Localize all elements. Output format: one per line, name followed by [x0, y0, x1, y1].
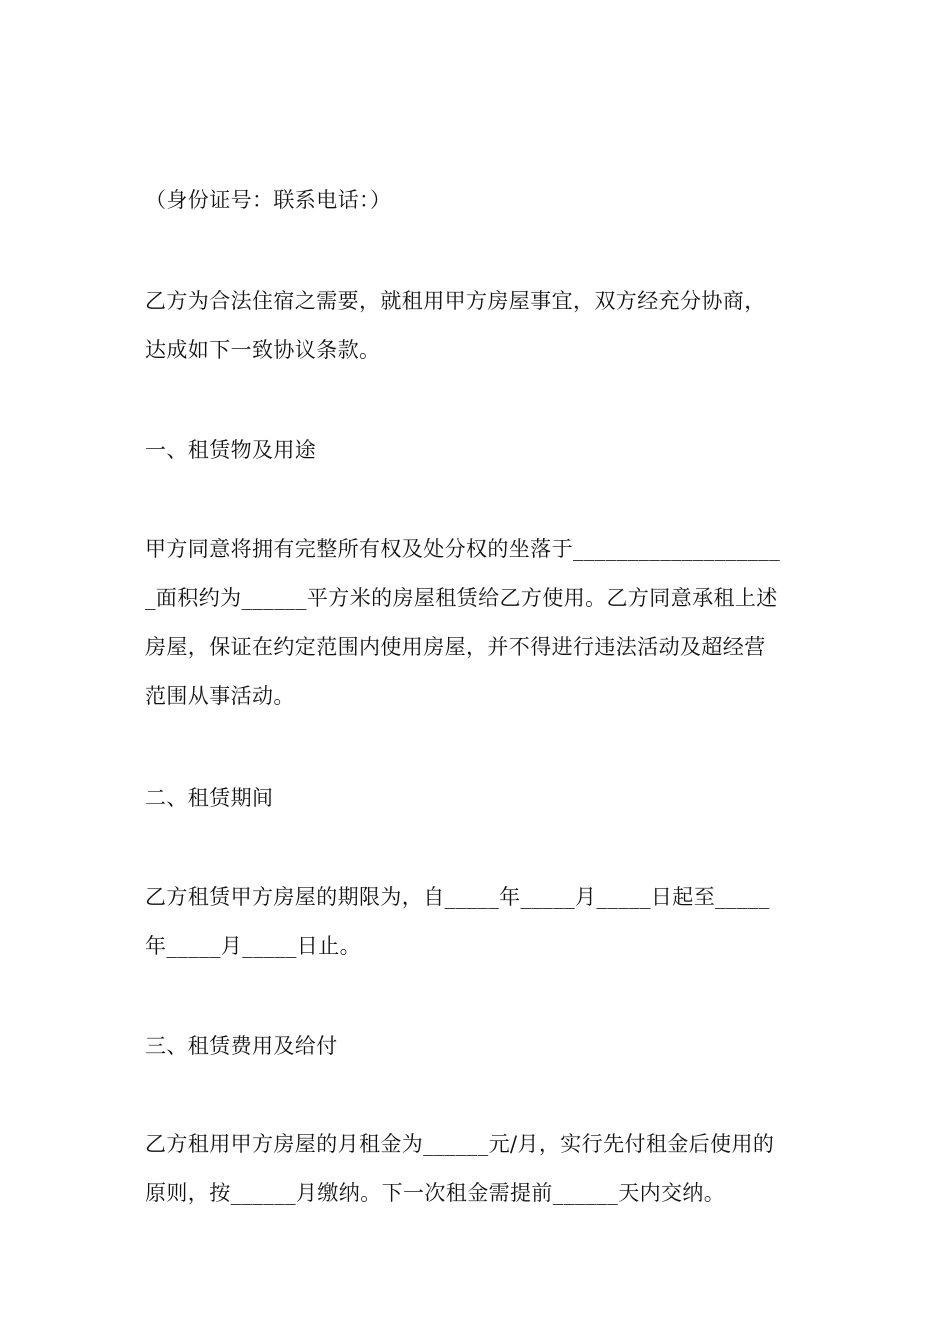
- id-contact-text: （身份证号：联系电话：）: [145, 188, 392, 212]
- section1-line-1: 甲方同意将拥有完整所有权及处分权的坐落于___________________: [145, 537, 781, 561]
- section2-line-1: 乙方租赁甲方房屋的期限为，自_____年_____月_____日起至_____: [145, 885, 770, 909]
- intro-paragraph: [145, 277, 810, 375]
- section2-heading: [145, 774, 810, 823]
- section1-paragraph: [145, 525, 810, 721]
- section3-line-1: 乙方租用甲方房屋的月租金为______元/月，实行先付租金后使用的: [145, 1132, 775, 1156]
- section2-line-2: 年_____月_____日止。: [145, 934, 361, 958]
- section3-heading-text: 三、租赁费用及给付: [145, 1034, 338, 1058]
- section3-line-2: 原则，按______月缴纳。下一次租金需提前______天内交纳。: [145, 1181, 726, 1205]
- section1-heading-text: 一、租赁物及用途: [145, 438, 317, 462]
- section1-line-2: _面积约为______平方米的房屋租赁给乙方使用。乙方同意承租上述: [145, 586, 778, 610]
- section3-paragraph: [145, 1120, 810, 1218]
- section2-heading-text: 二、租赁期间: [145, 786, 274, 810]
- section1-heading: [145, 426, 810, 475]
- section1-line-3: 房屋，保证在约定范围内使用房屋，并不得进行违法活动及超经营: [145, 635, 766, 659]
- id-contact-line: [145, 176, 810, 225]
- section3-heading: [145, 1022, 810, 1071]
- intro-line-2: 达成如下一致协议条款。: [145, 338, 381, 362]
- section2-paragraph: [145, 873, 810, 971]
- intro-line-1: 乙方为合法住宿之需要，就租用甲方房屋事宜，双方经充分协商，: [145, 289, 766, 313]
- section1-line-4: 范围从事活动。: [145, 684, 295, 708]
